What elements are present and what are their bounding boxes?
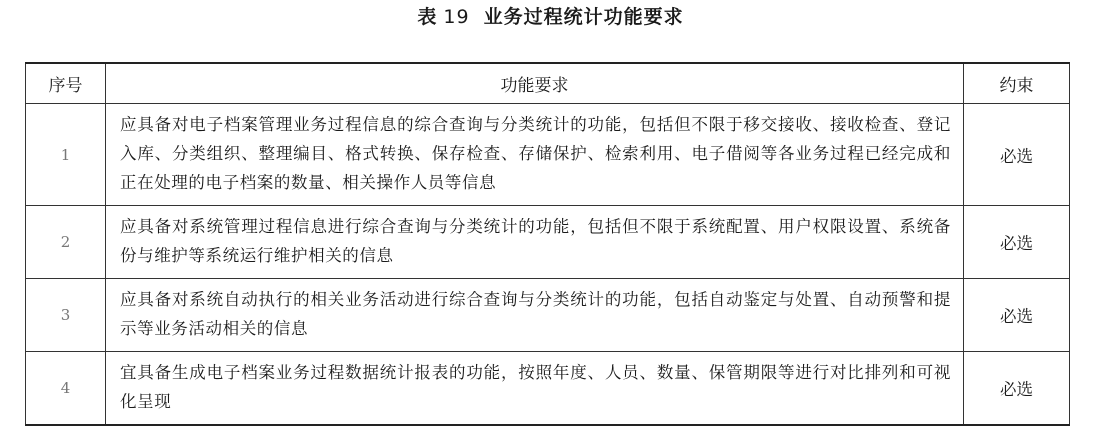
- row-index: 4: [26, 352, 106, 426]
- row-index: 1: [26, 104, 106, 206]
- table-caption: [0, 2, 1101, 32]
- header-constraint: 约束: [964, 63, 1070, 104]
- row-constraint: 必选: [964, 279, 1070, 352]
- row-index: 2: [26, 206, 106, 279]
- row-constraint: 必选: [964, 206, 1070, 279]
- header-requirement: 功能要求: [106, 63, 964, 104]
- caption-prefix: 表: [417, 6, 438, 28]
- table-row: [26, 279, 1070, 352]
- table-header-row: [26, 63, 1070, 104]
- caption-title: 业务过程统计功能要求: [483, 6, 684, 28]
- table-row: [26, 206, 1070, 279]
- row-requirement: 应具备对电子档案管理业务过程信息的综合查询与分类统计的功能，包括但不限于移交接收、接收检查、登记入库、分类组织、整理编目、格式转换、保存检查、存储保护、检索利用、电子借阅等各业务过程已经完成和正在处理的电子档案的数量、相关操作人员等信息: [106, 104, 964, 206]
- row-requirement: 宜具备生成电子档案业务过程数据统计报表的功能，按照年度、人员、数量、保管期限等进行对比排列和可视化呈现: [106, 352, 964, 426]
- row-constraint: 必选: [964, 104, 1070, 206]
- header-index: 序号: [26, 63, 106, 104]
- row-requirement: 应具备对系统自动执行的相关业务活动进行综合查询与分类统计的功能，包括自动鉴定与处置、自动预警和提示等业务活动相关的信息: [106, 279, 964, 352]
- row-constraint: 必选: [964, 352, 1070, 426]
- caption-number: 19: [443, 6, 470, 28]
- table-row: [26, 352, 1070, 426]
- table-row: [26, 104, 1070, 206]
- row-index: 3: [26, 279, 106, 352]
- row-requirement: 应具备对系统管理过程信息进行综合查询与分类统计的功能，包括但不限于系统配置、用户权限设置、系统备份与维护等系统运行维护相关的信息: [106, 206, 964, 279]
- requirements-table: [25, 62, 1070, 426]
